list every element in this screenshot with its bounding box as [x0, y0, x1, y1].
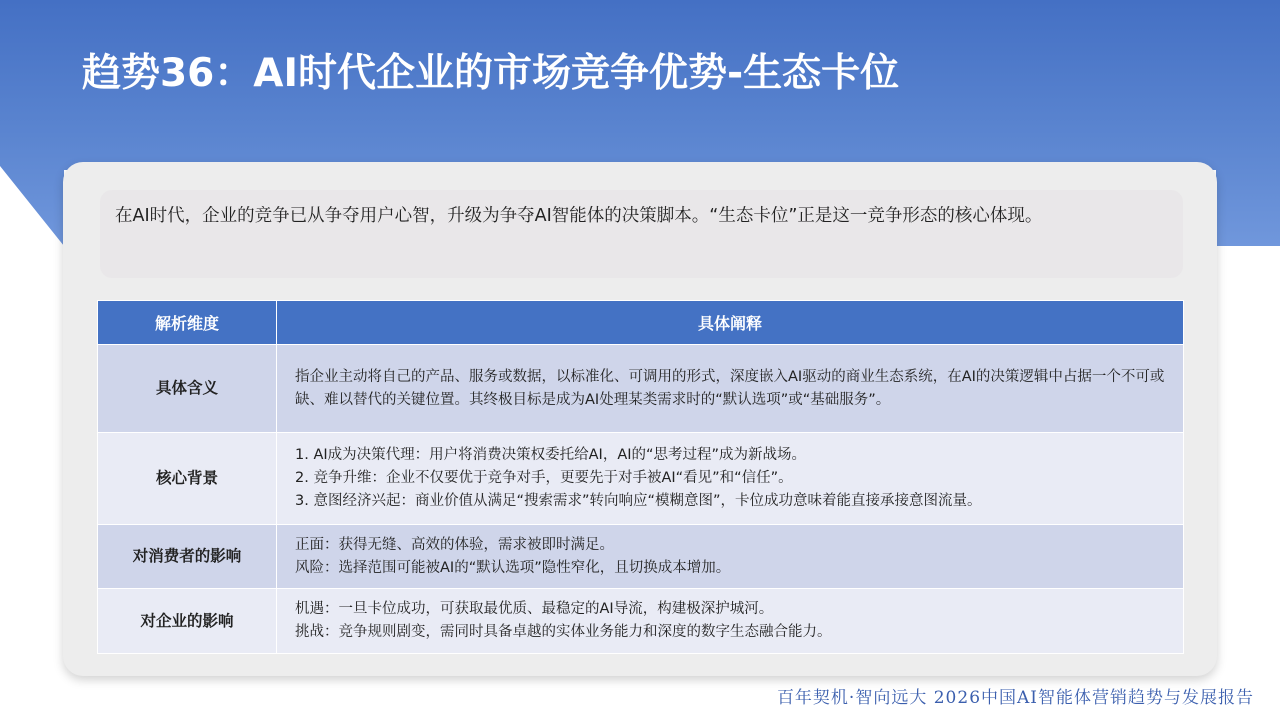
- table-row: [98, 589, 1184, 654]
- row-content-meaning: [277, 345, 1184, 433]
- table-row: [98, 345, 1184, 433]
- footer-text: 百年契机·智向远大 2026中国AI智能体营销趋势与发展报告: [776, 688, 1254, 708]
- row-dimension-enterprise: 对企业的影响: [98, 589, 277, 654]
- row-content-enterprise: [277, 589, 1184, 654]
- table-row: [98, 525, 1184, 589]
- row-content-background: [277, 433, 1184, 525]
- analysis-table: [97, 300, 1184, 654]
- content-line: 指企业主动将自己的产品、服务或数据，以标准化、可调用的形式，深度嵌入AI驱动的商业生态系统，在AI的决策逻辑中占据一个不可或缺、难以替代的关键位置。其终极目标是成为AI处理某类需求时的“默认选项”或“基础服务”。: [295, 368, 1165, 408]
- row-dimension-meaning: 具体含义: [98, 345, 277, 433]
- content-line: 正面：获得无缝、高效的体验，需求被即时满足。: [295, 536, 614, 553]
- row-content-consumer: [277, 525, 1184, 589]
- table-header-dimension: 解析维度: [98, 301, 277, 345]
- content-line: 2. 竞争升维：企业不仅要优于竞争对手，更要先于对手被AI“看见”和“信任”。: [295, 470, 793, 486]
- row-dimension-background: 核心背景: [98, 433, 277, 525]
- content-line: 风险：选择范围可能被AI的“默认选项”隐性窄化，且切换成本增加。: [295, 559, 731, 576]
- content-line: 挑战：竞争规则剧变，需同时具备卓越的实体业务能力和深度的数字生态融合能力。: [295, 624, 832, 640]
- row-dimension-consumer: 对消费者的影响: [98, 525, 277, 589]
- content-line: 机遇：一旦卡位成功，可获取最优质、最稳定的AI导流，构建极深护城河。: [295, 601, 774, 617]
- table-header-row: [98, 301, 1184, 345]
- table-header-explanation: 具体阐释: [277, 301, 1184, 345]
- slide-title: 趋势36：AI时代企业的市场竞争优势-生态卡位: [82, 51, 900, 96]
- content-line: 3. 意图经济兴起：商业价值从满足“搜索需求”转向响应“模糊意图”，卡位成功意味着能直接承接意图流量。: [295, 493, 982, 509]
- table-row: [98, 433, 1184, 525]
- content-line: 1. AI成为决策代理：用户将消费决策权委托给AI，AI的“思考过程”成为新战场。: [295, 447, 807, 463]
- intro-text: 在AI时代，企业的竞争已从争夺用户心智，升级为争夺AI智能体的决策脚本。“生态卡位”正是这一竞争形态的核心体现。: [115, 206, 1043, 226]
